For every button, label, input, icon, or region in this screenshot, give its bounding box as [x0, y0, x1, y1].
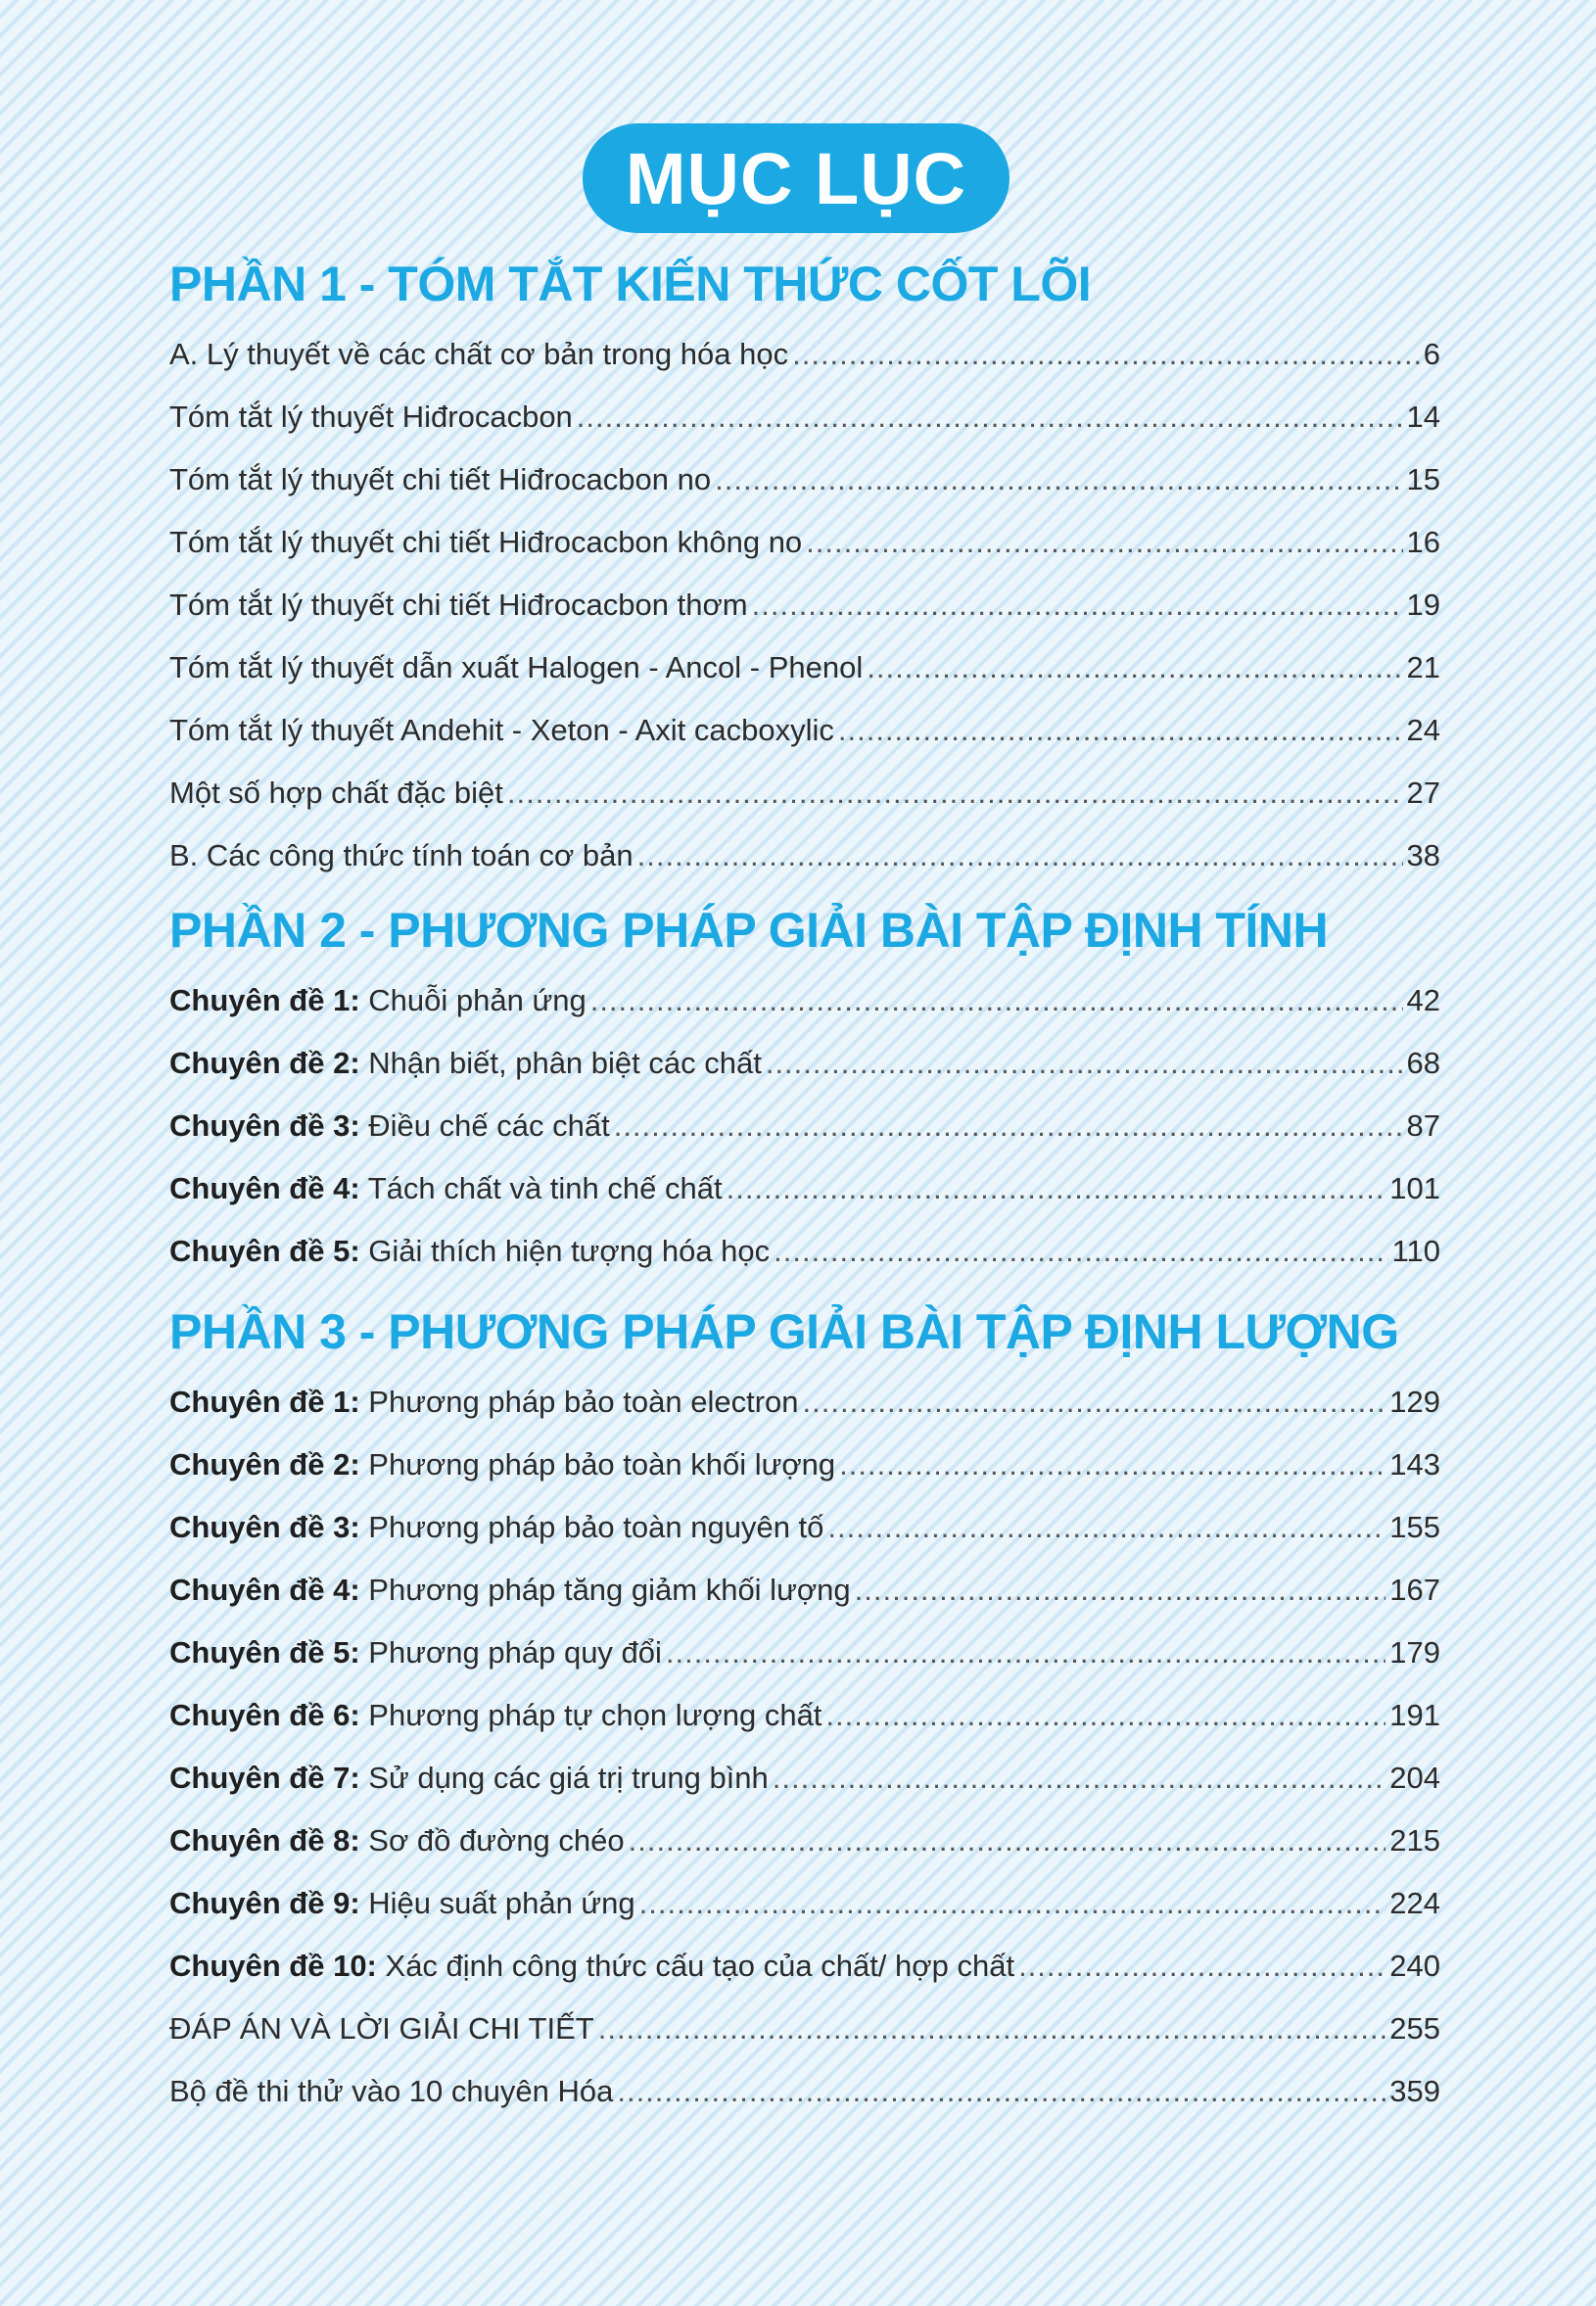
- toc-entry[interactable]: [169, 1559, 1440, 1622]
- topic-number: Chuyên đề 2:: [169, 1447, 360, 1482]
- toc-entry[interactable]: [169, 1810, 1440, 1872]
- entry-title: Giải thích hiện tượng hóa học: [368, 1234, 771, 1268]
- entry-title: Tóm tắt lý thuyết chi tiết Hiđrocacbon không no: [169, 525, 803, 559]
- page-number: 179: [1389, 1635, 1440, 1670]
- toc-entry[interactable]: [169, 1747, 1440, 1810]
- page-number: 129: [1389, 1385, 1440, 1419]
- toc-entry[interactable]: [169, 824, 1440, 887]
- dot-leader: [827, 1496, 1385, 1559]
- toc-section: [169, 1293, 1440, 2123]
- toc-entry[interactable]: [169, 1998, 1440, 2060]
- entry-title: Bộ đề thi thử vào 10 chuyên Hóa: [169, 2074, 614, 2108]
- toc-entry[interactable]: [169, 1095, 1440, 1157]
- page-number: 14: [1406, 400, 1440, 434]
- toc-entry[interactable]: [169, 969, 1440, 1032]
- section-entries: [169, 1371, 1440, 2123]
- topic-number: Chuyên đề 8:: [169, 1823, 360, 1858]
- section-heading: PHẦN 1 - TÓM TẮT KIẾN THỨC CỐT LÕI: [169, 257, 1092, 311]
- dot-leader: [1018, 1935, 1385, 1998]
- dot-leader: [715, 448, 1402, 511]
- toc-entry[interactable]: [169, 1496, 1440, 1559]
- page-number: 21: [1406, 650, 1440, 684]
- dot-leader: [792, 323, 1420, 386]
- topic-number: Chuyên đề 9:: [169, 1886, 360, 1920]
- page-title: MỤC LỤC: [583, 123, 1009, 233]
- topic-number: Chuyên đề 4:: [169, 1171, 360, 1205]
- dot-leader: [766, 1032, 1403, 1095]
- topic-number: Chuyên đề 3:: [169, 1108, 360, 1143]
- toc-entry-label: [169, 636, 863, 699]
- page-number: 38: [1406, 838, 1440, 872]
- toc-entry-label: [169, 323, 788, 386]
- toc-entry-label: [169, 762, 503, 824]
- toc-section: [169, 891, 1440, 1283]
- page-number: 16: [1406, 525, 1440, 559]
- entry-title: Chuỗi phản ứng: [368, 983, 587, 1017]
- section-heading: PHẦN 3 - PHƯƠNG PHÁP GIẢI BÀI TẬP ĐỊNH LƯỢNG: [169, 1304, 1399, 1359]
- toc-entry-label: [169, 1872, 635, 1935]
- entry-title: Điều chế các chất: [368, 1108, 610, 1143]
- toc-entry[interactable]: [169, 1684, 1440, 1747]
- page-number: 6: [1423, 337, 1440, 371]
- page-number: 24: [1406, 713, 1440, 747]
- toc-entry-label: [169, 1095, 610, 1157]
- dot-leader: [752, 574, 1403, 636]
- dot-leader: [614, 1095, 1403, 1157]
- toc-entry-label: [169, 448, 711, 511]
- page-number: 42: [1406, 983, 1440, 1017]
- entry-title: A. Lý thuyết về các chất cơ bản trong hóa học: [169, 337, 789, 371]
- toc-entry-label: [169, 1810, 625, 1872]
- entry-title: Tóm tắt lý thuyết Andehit - Xeton - Axit cacboxylic: [169, 713, 834, 747]
- dot-leader: [806, 511, 1402, 574]
- toc-entry-label: [169, 1032, 762, 1095]
- dot-leader: [867, 636, 1402, 699]
- toc-entry-label: [169, 1496, 823, 1559]
- page-number: 15: [1406, 462, 1440, 496]
- dot-leader: [838, 699, 1403, 762]
- entry-title: Nhận biết, phân biệt các chất: [368, 1046, 762, 1080]
- toc-entry[interactable]: [169, 699, 1440, 762]
- dot-leader: [639, 1872, 1386, 1935]
- topic-number: Chuyên đề 7:: [169, 1761, 360, 1795]
- entry-title: Phương pháp bảo toàn nguyên tố: [368, 1510, 824, 1544]
- page-number: 143: [1389, 1447, 1440, 1482]
- entry-title: Sử dụng các giá trị trung bình: [368, 1761, 769, 1795]
- entry-title: Phương pháp bảo toàn khối lượng: [368, 1447, 836, 1482]
- entry-title: Phương pháp bảo toàn electron: [368, 1385, 799, 1419]
- page-number: 204: [1389, 1761, 1440, 1795]
- toc-entry-label: [169, 386, 573, 448]
- topic-number: Chuyên đề 6:: [169, 1698, 360, 1732]
- page-number: 224: [1389, 1886, 1440, 1920]
- toc-entry[interactable]: [169, 1872, 1440, 1935]
- dot-leader: [855, 1559, 1386, 1622]
- topic-number: Chuyên đề 10:: [169, 1949, 377, 1983]
- toc-entry[interactable]: [169, 1935, 1440, 1998]
- toc-entry-label: [169, 824, 634, 887]
- dot-leader: [598, 1998, 1386, 2060]
- toc-entry-label: [169, 1220, 770, 1283]
- page-number: 27: [1406, 776, 1440, 810]
- page-number: 101: [1389, 1171, 1440, 1205]
- page-number: 240: [1389, 1949, 1440, 1983]
- toc-entry[interactable]: [169, 386, 1440, 448]
- toc-entry-label: [169, 1559, 851, 1622]
- page-number: 191: [1389, 1698, 1440, 1732]
- toc-entry-label: [169, 969, 587, 1032]
- entry-title: Phương pháp quy đổi: [368, 1635, 662, 1670]
- dot-leader: [577, 386, 1403, 448]
- entry-title: ĐÁP ÁN VÀ LỜI GIẢI CHI TIẾT: [169, 2011, 594, 2046]
- entry-title: Phương pháp tăng giảm khối lượng: [368, 1573, 851, 1607]
- toc-section: [169, 245, 1440, 887]
- toc-entry-label: [169, 1684, 821, 1747]
- toc-entry-label: [169, 2060, 613, 2123]
- page-number: 87: [1406, 1108, 1440, 1143]
- toc-entry[interactable]: [169, 1371, 1440, 1434]
- toc-entry[interactable]: [169, 1032, 1440, 1095]
- entry-title: Phương pháp tự chọn lượng chất: [368, 1698, 822, 1732]
- toc-entry[interactable]: [169, 636, 1440, 699]
- dot-leader: [727, 1157, 1386, 1220]
- entry-title: Một số hợp chất đặc biệt: [169, 776, 503, 810]
- dot-leader: [774, 1220, 1387, 1283]
- entry-title: Hiệu suất phản ứng: [368, 1886, 635, 1920]
- toc-entry-label: [169, 1935, 1014, 1998]
- dot-leader: [666, 1622, 1385, 1684]
- page-number: 255: [1389, 2011, 1440, 2046]
- toc-entry-label: [169, 1371, 799, 1434]
- toc-entry[interactable]: [169, 1220, 1440, 1283]
- section-heading: PHẦN 2 - PHƯƠNG PHÁP GIẢI BÀI TẬP ĐỊNH TÍNH: [169, 903, 1329, 958]
- entry-title: Xác định công thức cấu tạo của chất/ hợp chất: [385, 1949, 1015, 1983]
- dot-leader: [637, 824, 1403, 887]
- section-entries: [169, 323, 1440, 887]
- entry-title: B. Các công thức tính toán cơ bản: [169, 838, 634, 872]
- topic-number: Chuyên đề 1:: [169, 983, 360, 1017]
- entry-title: Tóm tắt lý thuyết chi tiết Hiđrocacbon thơm: [169, 588, 748, 622]
- entry-title: Tóm tắt lý thuyết Hiđrocacbon: [169, 400, 573, 434]
- page-number: 155: [1389, 1510, 1440, 1544]
- dot-leader: [825, 1684, 1385, 1747]
- toc-entry[interactable]: [169, 762, 1440, 824]
- topic-number: Chuyên đề 5:: [169, 1234, 360, 1268]
- topic-number: Chuyên đề 3:: [169, 1510, 360, 1544]
- toc-entry[interactable]: [169, 2060, 1440, 2123]
- entry-title: Tóm tắt lý thuyết chi tiết Hiđrocacbon no: [169, 462, 712, 496]
- page-number: 359: [1389, 2074, 1440, 2108]
- toc-entry[interactable]: [169, 574, 1440, 636]
- topic-number: Chuyên đề 1:: [169, 1385, 360, 1419]
- page-number: 110: [1391, 1234, 1440, 1268]
- toc-entry[interactable]: [169, 1434, 1440, 1496]
- toc-entry[interactable]: [169, 448, 1440, 511]
- toc-entry-label: [169, 1747, 769, 1810]
- toc-entry-label: [169, 1157, 723, 1220]
- page-number: 68: [1406, 1046, 1440, 1080]
- toc-entry[interactable]: [169, 1157, 1440, 1220]
- entry-title: Sơ đồ đường chéo: [368, 1823, 625, 1858]
- topic-number: Chuyên đề 2:: [169, 1046, 360, 1080]
- toc-entry-label: [169, 511, 802, 574]
- dot-leader: [773, 1747, 1385, 1810]
- toc-entry[interactable]: [169, 1622, 1440, 1684]
- toc-entry-label: [169, 1622, 662, 1684]
- entry-title: Tách chất và tinh chế chất: [367, 1171, 723, 1205]
- page-number: 19: [1406, 588, 1440, 622]
- toc-entry-label: [169, 699, 834, 762]
- dot-leader: [839, 1434, 1385, 1496]
- page-number: 215: [1389, 1823, 1440, 1858]
- toc-entry-label: [169, 574, 748, 636]
- entry-title: Tóm tắt lý thuyết dẫn xuất Halogen - Ancol - Phenol: [169, 650, 864, 684]
- table-of-contents: [169, 245, 1440, 2123]
- dot-leader: [590, 969, 1403, 1032]
- page-number: 167: [1389, 1573, 1440, 1607]
- toc-entry[interactable]: [169, 323, 1440, 386]
- toc-entry[interactable]: [169, 511, 1440, 574]
- topic-number: Chuyên đề 5:: [169, 1635, 360, 1670]
- toc-entry-label: [169, 1434, 835, 1496]
- section-entries: [169, 969, 1440, 1283]
- topic-number: Chuyên đề 4:: [169, 1573, 360, 1607]
- dot-leader: [629, 1810, 1386, 1872]
- dot-leader: [803, 1371, 1386, 1434]
- dot-leader: [507, 762, 1403, 824]
- toc-entry-label: [169, 1998, 594, 2060]
- dot-leader: [617, 2060, 1385, 2123]
